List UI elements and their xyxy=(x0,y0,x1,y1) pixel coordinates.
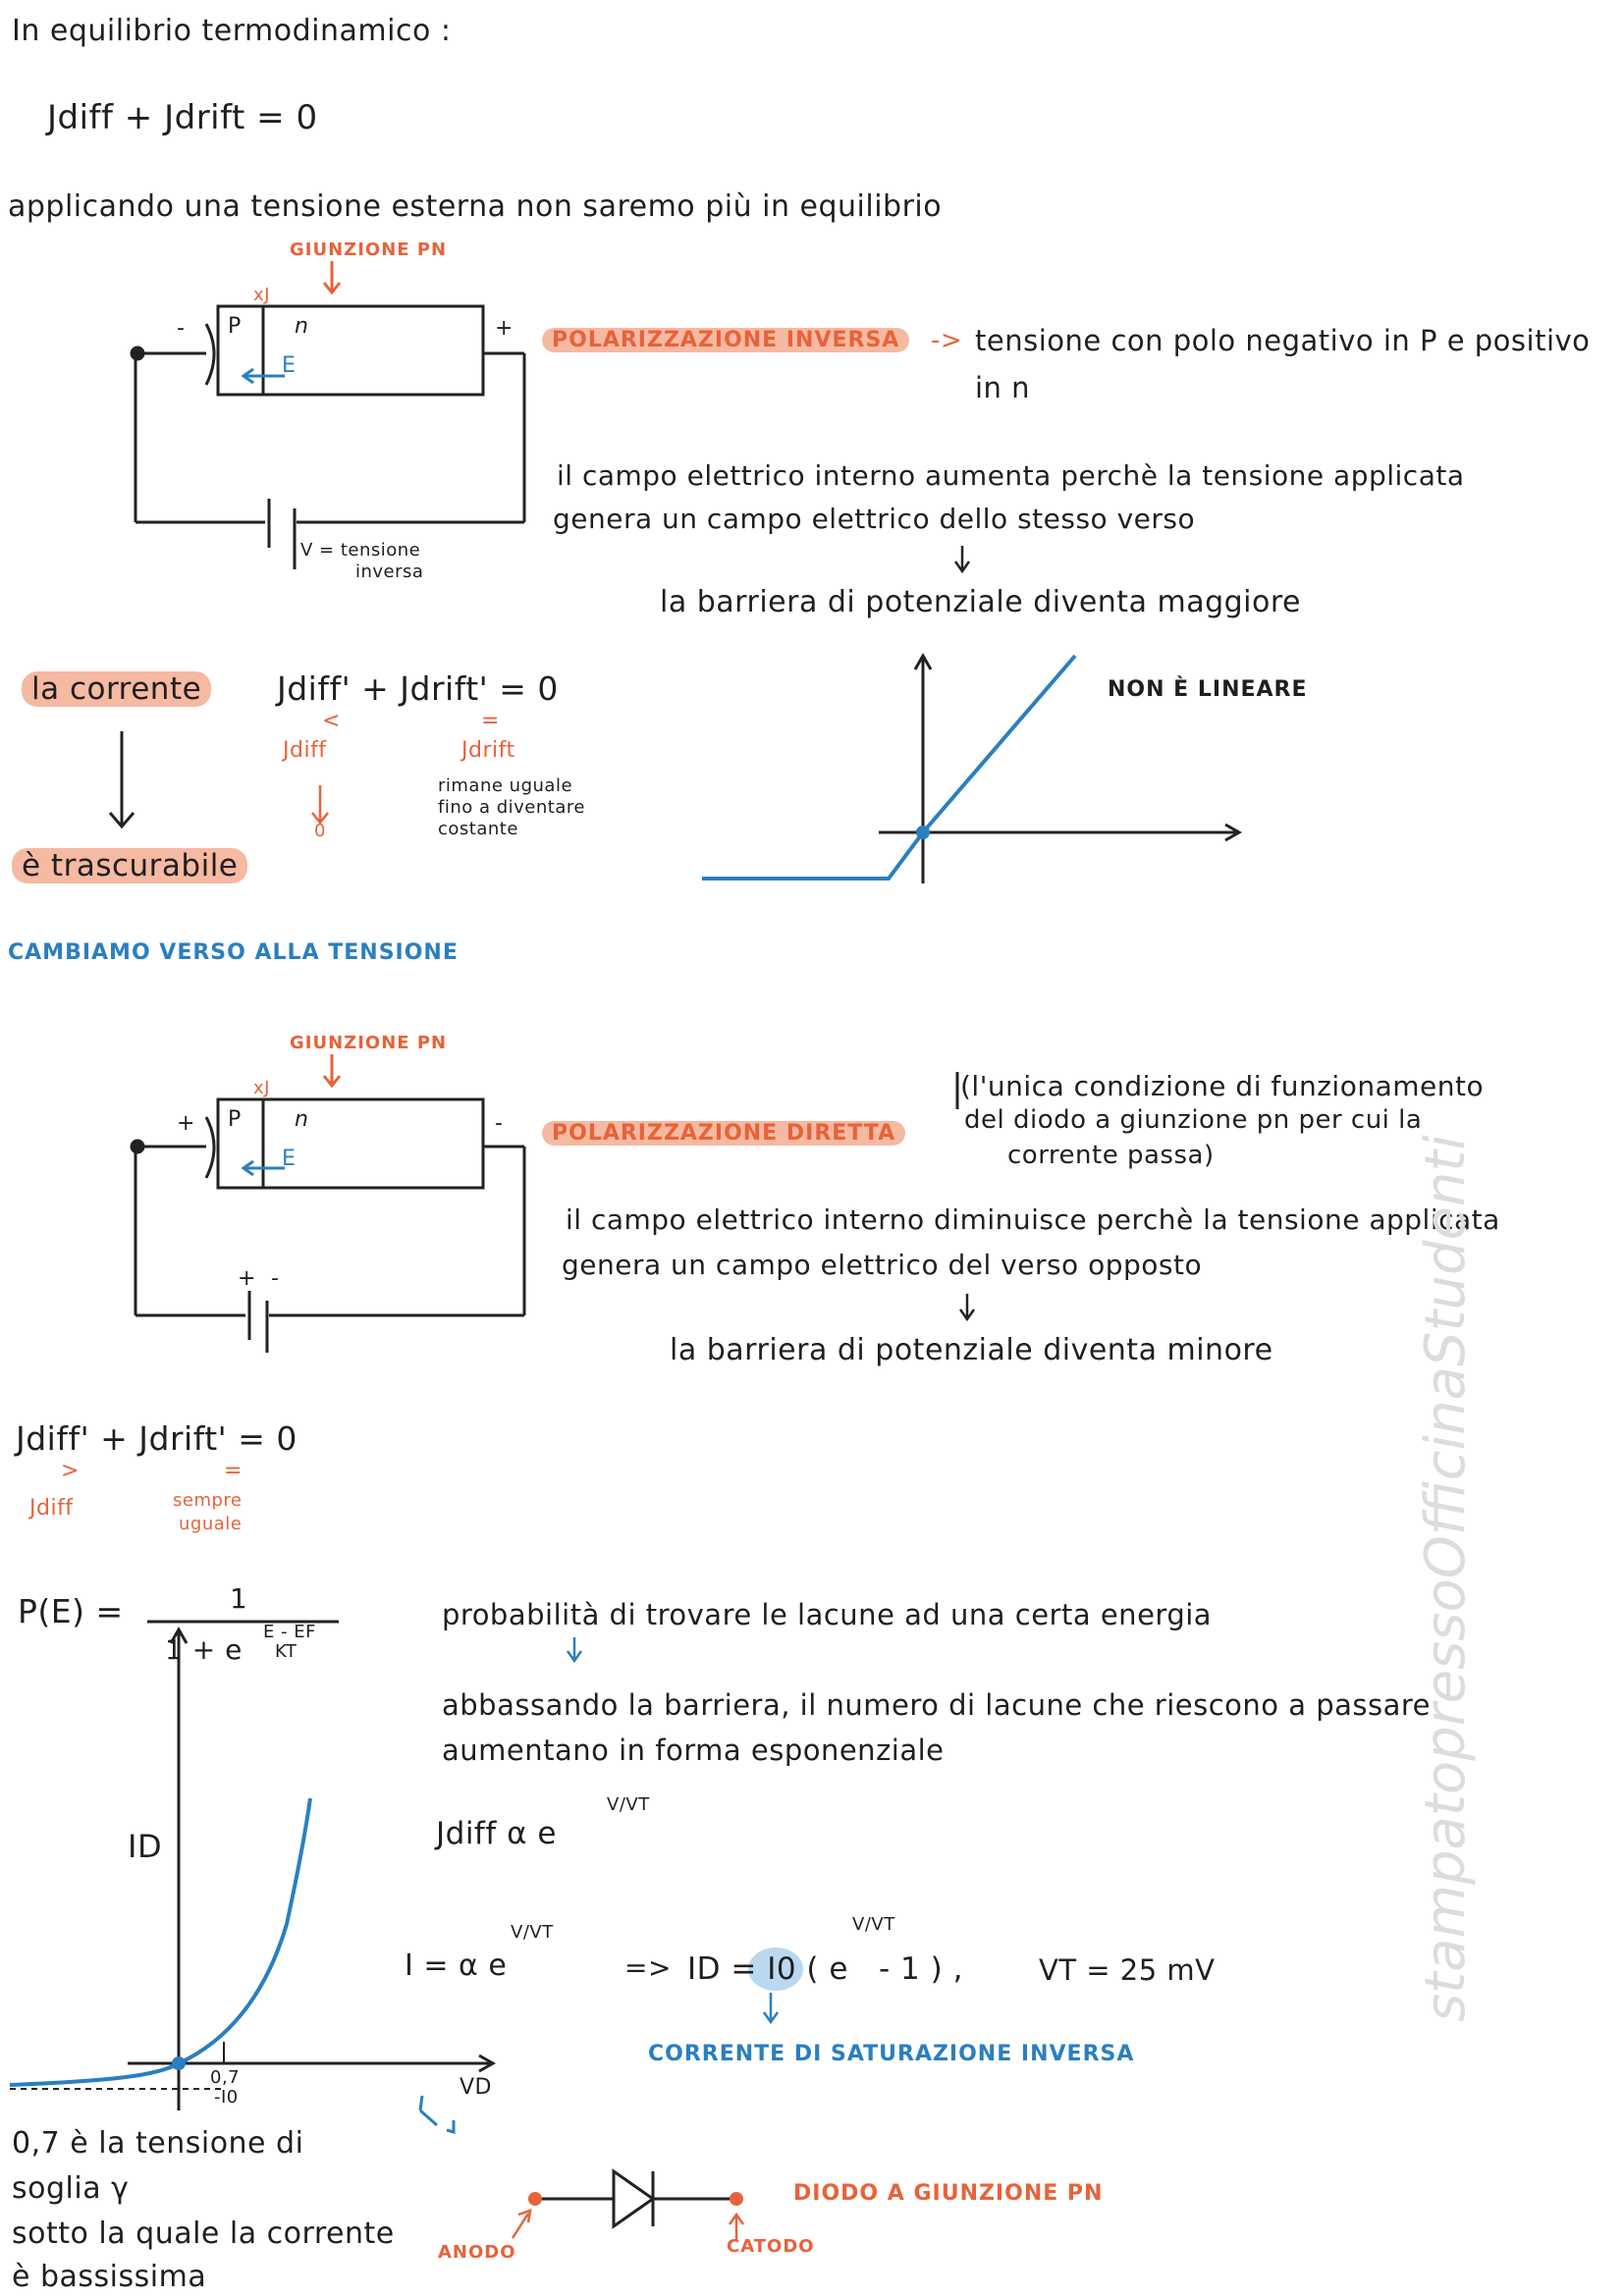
direct-paren-2: del diodo a giunzione pn per cui la xyxy=(964,1105,1423,1135)
equal-direct: = xyxy=(224,1459,243,1483)
change-voltage-title: CAMBIAMO VERSO ALLA TENSIONE xyxy=(8,940,459,965)
id-axis-label: ID xyxy=(128,1828,163,1865)
battery-minus-direct: - xyxy=(271,1266,280,1291)
graph-inverse-curve xyxy=(702,656,1075,879)
diode-symbol xyxy=(535,2171,736,2226)
vd-axis-label: VD xyxy=(460,2075,492,2100)
not-linear-note: NON È LINEARE xyxy=(1108,677,1308,702)
threshold-line-2: soglia γ xyxy=(12,2171,130,2206)
diode-equation: ID = I0 ( e xyxy=(687,1951,848,1987)
probability-lhs: P(E) = xyxy=(18,1592,124,1630)
fraction-denominator: 1 + e xyxy=(165,1633,243,1666)
proportionality: Jdiff α e xyxy=(436,1816,557,1851)
xj-label: xJ xyxy=(253,285,270,305)
cathode-label: CATODO xyxy=(727,2236,815,2257)
junction-label: GIUNZIONE PN xyxy=(290,240,448,260)
drift-note-2: fino a diventare xyxy=(438,797,585,818)
always-label: sempre xyxy=(173,1490,243,1511)
barrier-para-2: aumentano in forma esponenziale xyxy=(442,1734,945,1767)
drift-note-1: rimane uguale xyxy=(438,775,573,796)
direct-field-1: il campo elettrico interno diminuisce perchè la tensione applicata xyxy=(566,1203,1500,1236)
graph-direct xyxy=(128,1629,493,2110)
inverse-field-2: genera un campo elettrico dello stesso verso xyxy=(553,503,1196,535)
xj-label-direct: xJ xyxy=(253,1078,270,1098)
direct-field-2: genera un campo elettrico del verso opposto xyxy=(562,1249,1203,1281)
less-than: < xyxy=(322,709,341,733)
inverse-field-1: il campo elettrico interno aumenta perchè la tensione applicata xyxy=(557,459,1465,492)
direct-polarization-tag: POLARIZZAZIONE DIRETTA xyxy=(542,1121,905,1146)
greater-than: > xyxy=(61,1459,80,1483)
current-formula: I = α e xyxy=(405,1949,508,1983)
jdiff-direct: Jdiff xyxy=(29,1496,74,1521)
voltage-label-1: V = tensione xyxy=(300,540,421,561)
current-label: la corrente xyxy=(22,671,211,707)
n-region-direct: n xyxy=(295,1107,309,1132)
pn-block xyxy=(218,306,483,395)
current-equation: Jdiff' + Jdrift' = 0 xyxy=(277,669,559,708)
e-field-direct: E xyxy=(282,1147,297,1171)
exponent-numerator: E - EF xyxy=(263,1622,317,1642)
vd-bracket-arrow xyxy=(420,2096,454,2132)
jdrift-small: Jdrift xyxy=(461,738,515,763)
circuit-direct-drawing xyxy=(132,1099,524,1353)
anode-label: ANODO xyxy=(438,2242,516,2263)
saturation-current-label: CORRENTE DI SATURAZIONE INVERSA xyxy=(648,2042,1135,2066)
cathode-dot xyxy=(730,2192,743,2206)
n-region-label: n xyxy=(295,314,309,339)
junction-label-direct: GIUNZIONE PN xyxy=(290,1033,448,1053)
terminal-minus-direct: - xyxy=(495,1111,504,1136)
threshold-line-3: sotto la quale la corrente xyxy=(12,2216,395,2251)
diode-equation-tail: - 1 ) , xyxy=(879,1951,963,1987)
direct-paren-1: (l'unica condizione di funzionamento xyxy=(960,1070,1485,1102)
external-voltage-line: applicando una tensione esterna non saremo più in equilibrio xyxy=(8,189,943,224)
terminal-plus-direct: + xyxy=(177,1111,195,1136)
junction-arrow-1 xyxy=(324,261,340,293)
equal-label: uguale xyxy=(179,1514,243,1534)
direct-paren-3: corrente passa) xyxy=(1007,1141,1215,1170)
equal-sign: = xyxy=(481,709,500,733)
threshold-line-4: è bassissima xyxy=(12,2260,207,2294)
zero-value: 0 xyxy=(314,821,326,841)
jdiff-small: Jdiff xyxy=(283,738,327,763)
direct-equation: Jdiff' + Jdrift' = 0 xyxy=(16,1419,298,1458)
anode-dot xyxy=(528,2192,542,2206)
p-region-direct: P xyxy=(228,1107,242,1132)
drift-note-3: costante xyxy=(438,819,518,839)
voltage-label-2: inversa xyxy=(355,561,424,582)
terminal-plus: + xyxy=(495,316,514,341)
i0-label: -I0 xyxy=(214,2087,239,2108)
exponent-denominator: KT xyxy=(275,1641,298,1662)
p-region-label: P xyxy=(228,314,242,339)
inverse-barrier: la barriera di potenziale diventa maggiore xyxy=(660,585,1302,619)
fraction-numerator: 1 xyxy=(230,1582,248,1615)
left-contact xyxy=(206,324,214,385)
pn-block-direct xyxy=(218,1099,483,1188)
implies-arrow: => xyxy=(624,1951,672,1984)
inverse-desc-2: in n xyxy=(975,371,1031,404)
current-formula-exp: V/VT xyxy=(511,1922,554,1943)
inverse-arrow: -> xyxy=(931,326,963,355)
probability-desc: probabilità di trovare le lacune ad una certa energia xyxy=(442,1598,1213,1631)
current-negligible: è trascurabile xyxy=(12,848,247,883)
circuit-inverse-drawing xyxy=(132,306,524,569)
diode-title: DIODO A GIUNZIONE PN xyxy=(793,2181,1104,2206)
barrier-para-1: abbassando la barriera, il numero di lacune che riescono a passare xyxy=(442,1688,1432,1722)
threshold-tick: 0,7 xyxy=(210,2067,241,2088)
diode-equation-exp: V/VT xyxy=(852,1914,895,1935)
equilibrium-equation: Jdiff + Jdrift = 0 xyxy=(47,98,318,137)
thermal-voltage: VT = 25 mV xyxy=(1039,1953,1216,1987)
inverse-polarization-tag: POLARIZZAZIONE INVERSA xyxy=(542,328,909,352)
terminal-minus: - xyxy=(177,316,186,341)
current-down-arrow xyxy=(110,731,134,827)
direct-barrier: la barriera di potenziale diventa minore xyxy=(670,1333,1273,1367)
terminal-left xyxy=(132,347,143,359)
proportionality-exp: V/VT xyxy=(607,1794,650,1815)
intro-line: In equilibrio termodinamico : xyxy=(12,14,452,48)
battery-plus-direct: + xyxy=(238,1266,256,1291)
e-field-label: E xyxy=(282,353,297,378)
inverse-desc-1: tensione con polo negativo in P e positivo xyxy=(975,324,1591,357)
threshold-line-1: 0,7 è la tensione di xyxy=(12,2126,304,2161)
watermark: stampatopressoOfficinaStudenti xyxy=(1414,1135,1478,2022)
